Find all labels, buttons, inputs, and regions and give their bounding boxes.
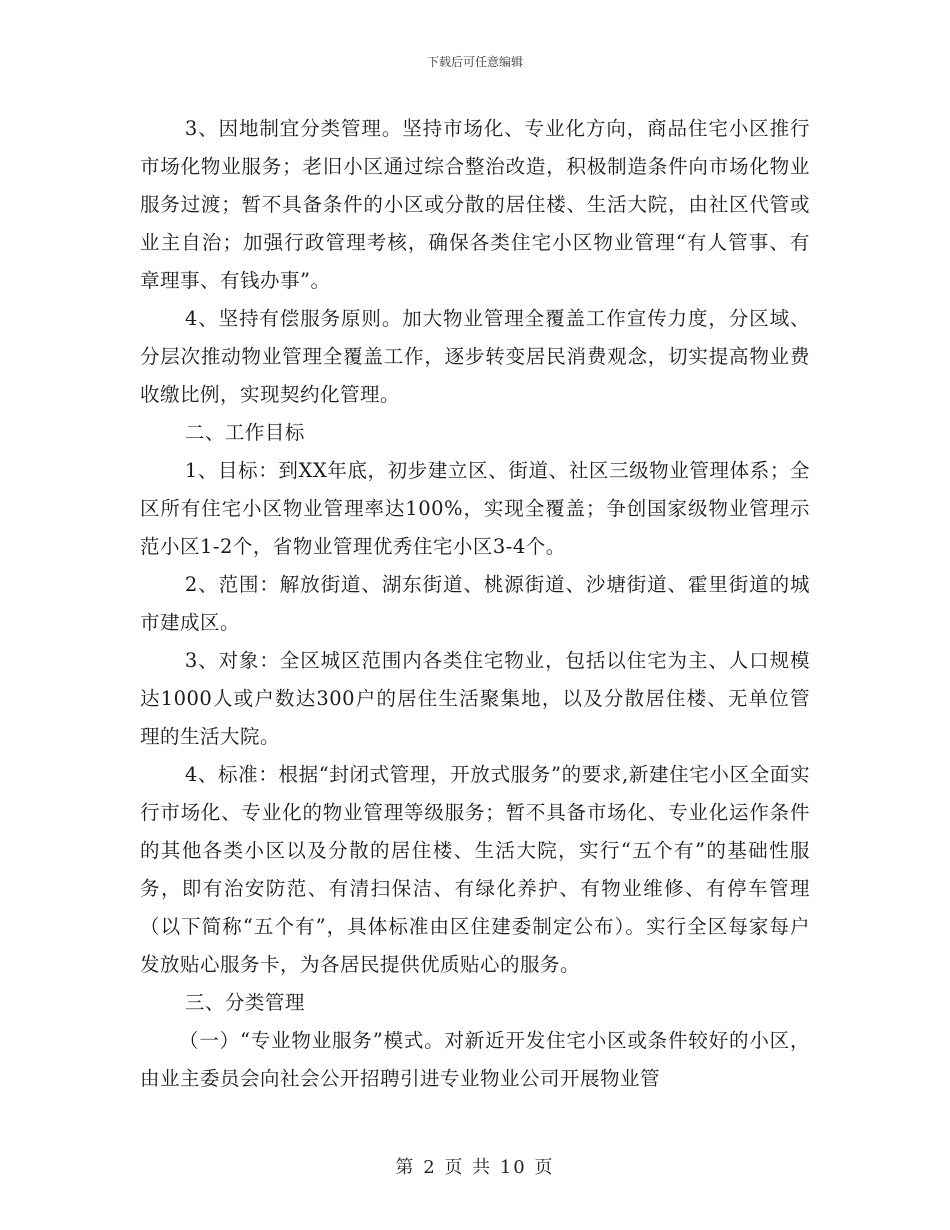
paragraph-scope: 2、范围：解放街道、湖东街道、桃源街道、沙塘街道、霍里街道的城市建成区。 xyxy=(140,573,810,634)
paragraph-principle-3: 3、因地制宜分类管理。坚持市场化、专业化方向，商品住宅小区推行市场化物业服务；老旧小区通过综合整治改造，积极制造条件向市场化物业服务过渡；暂不具备条件的小区或分散的居住楼、生活大院，由社区代管或业主自治；加强行政管理考核，确保各类住宅小区物业管理“有人管事、有章理事、有钱办事”。 xyxy=(140,117,810,292)
section-heading-work-goals: 二、工作目标 xyxy=(184,421,305,444)
paragraph-goal: 1、目标：到XX年底，初步建立区、街道、社区三级物业管理体系；全区所有住宅小区物业管理率达100%，实现全覆盖；争创国家级物业管理示范小区1-2个，省物业管理优秀住宅小区3-4个。 xyxy=(140,459,810,558)
paragraph-target: 3、对象：全区城区范围内各类住宅物业，包括以住宅为主、人口规模达1000人或户数达300户的居住生活聚集地，以及分散居住楼、无单位管理的生活大院。 xyxy=(140,649,810,748)
page-header: 下载后可任意编辑 xyxy=(426,55,523,69)
document-body xyxy=(140,110,810,1098)
paragraph-professional-service-mode: （一）“专业物业服务”模式。对新近开发住宅小区或条件较好的小区，由业主委员会向社会公开招聘引进专业物业公司开展物业管 xyxy=(140,1029,810,1090)
page-footer: 第 2 页 共 10 页 xyxy=(395,1157,555,1178)
paragraph-standard: 4、标准：根据“封闭式管理，开放式服务”的要求,新建住宅小区全面实行市场化、专业化的物业管理等级服务；暂不具备市场化、专业化运作条件的其他各类小区以及分散的居住楼、生活大院，实行“五个有”的基础性服务，即有治安防范、有清扫保洁、有绿化养护、有物业维修、有停车管理（以下简称“五个有”，具体标准由区住建委制定公布）。实行全区每家每户发放贴心服务卡，为各居民提供优质贴心的服务。 xyxy=(140,763,810,976)
paragraph-principle-4: 4、坚持有偿服务原则。加大物业管理全覆盖工作宣传力度，分区域、分层次推动物业管理全覆盖工作，逐步转变居民消费观念，切实提高物业费收缴比例，实现契约化管理。 xyxy=(140,307,810,406)
section-heading-classified-management: 三、分类管理 xyxy=(184,991,305,1014)
